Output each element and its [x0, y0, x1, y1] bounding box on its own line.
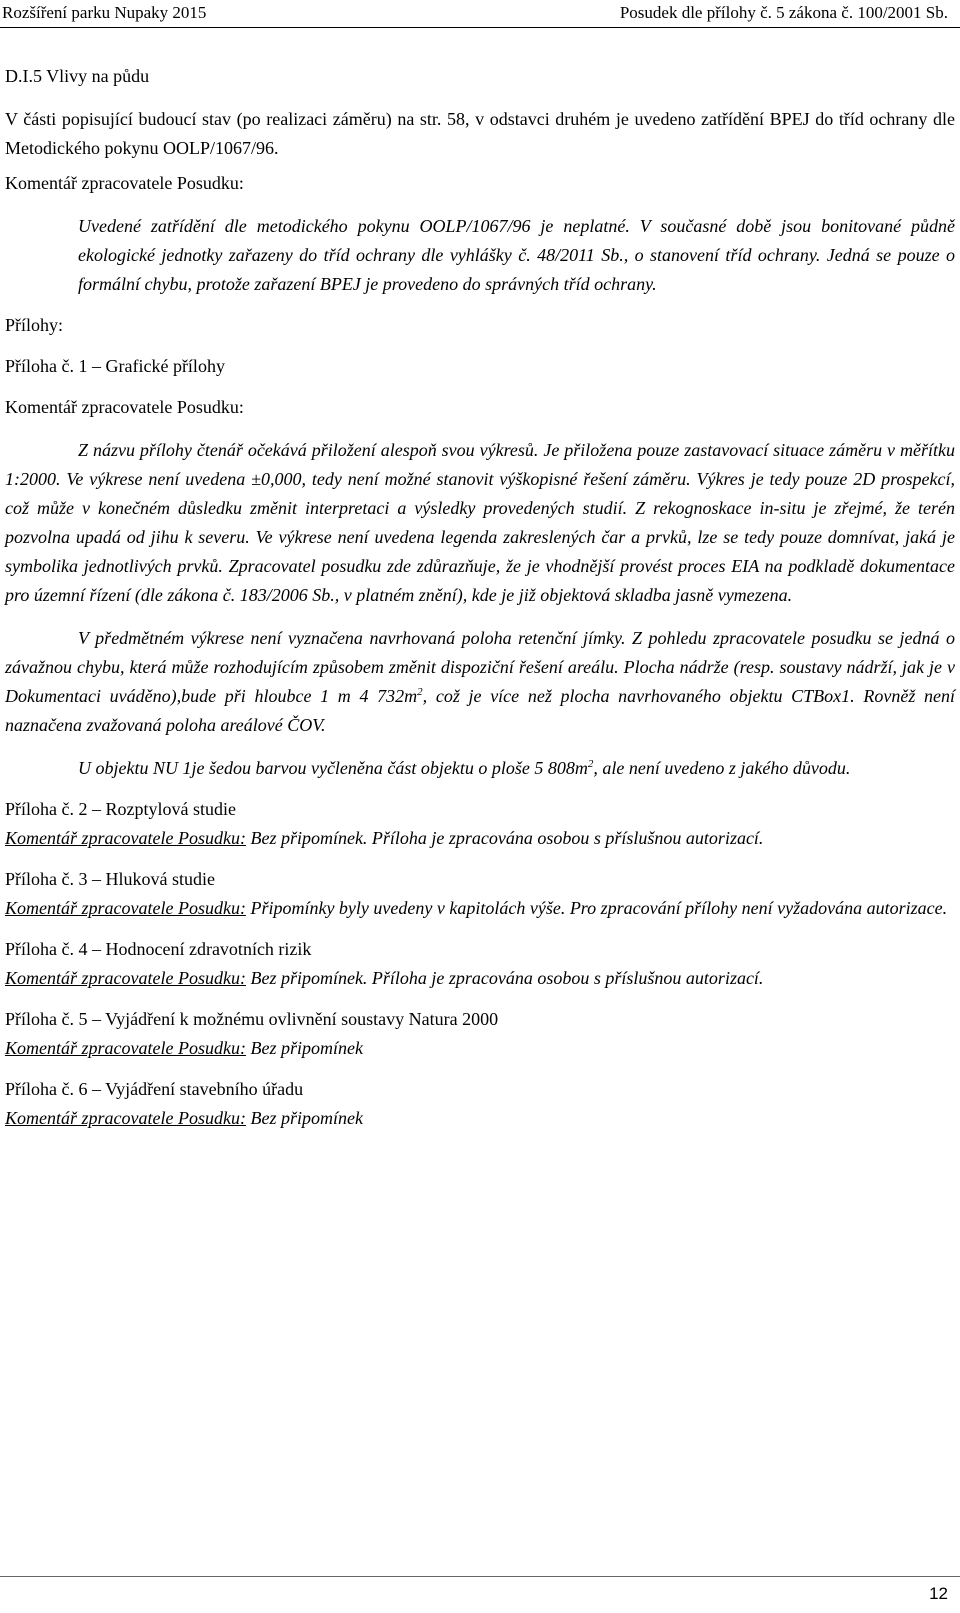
- attachment-2-comment: [5, 824, 955, 853]
- attachment-1-comment-p2: [5, 624, 955, 740]
- section-title: D.I.5 Vlivy na půdu: [5, 66, 150, 86]
- footer-rule: [0, 1576, 960, 1577]
- comment-label-2: Komentář zpracovatele Posudku:: [5, 397, 244, 417]
- attachment-1-title: Příloha č. 1 – Grafické přílohy: [5, 356, 225, 376]
- attachment-4-title: Příloha č. 4 – Hodnocení zdravotních rizik: [5, 939, 312, 959]
- header-right-title: Posudek dle přílohy č. 5 zákona č. 100/2001 Sb.: [619, 3, 948, 22]
- p3-superscript: 2: [587, 758, 594, 770]
- attachment-2-comment-text: Bez připomínek. Příloha je zpracována osobou s příslušnou autorizací.: [245, 828, 764, 848]
- attachment-6-comment-text: Bez připomínek: [245, 1108, 363, 1128]
- page-content: [5, 62, 955, 1133]
- comment-label-3: Komentář zpracovatele Posudku:: [5, 828, 246, 848]
- attachment-1-comment-p1: Z názvu přílohy čtenář očekává přiložení alespoň svou výkresů. Je přiložena pouze zastavovací situace záměru v měřítku 1:2000. Ve výkrese není uvedena ±0,000, tedy není možné stanovit výškopisné řešení záměru. Výkres je tedy pouze 2D prospekcí, což může v konečném důsledku změnit interpretaci a výsledky provedených studií. Z rekognoskace in-situ je zřejmé, že terén pozvolna upadá od jihu k severu. Ve výkrese není uvedena legenda zakreslených čar a prvků, lze se tedy pouze domnívat, jaká je symbolika jednotlivých prvků. Zpracovatel posudku zde zdůrazňuje, že je vhodnější provést proces EIA na podkladě dokumentace pro územní řízení (dle zákona č. 183/2006 Sb., v platném znění), kde je již objektová skladba jasně vymezena.: [5, 440, 955, 605]
- attachment-2-title: Příloha č. 2 – Rozptylová studie: [5, 799, 236, 819]
- p2-text-b: , což je více než plocha navrhovaného objektu CTBox1. Rovněž není naznačena zvažovaná poloha areálové ČOV.: [5, 686, 955, 735]
- attachment-4-comment: [5, 964, 955, 993]
- intro-paragraph: V části popisující budoucí stav (po realizaci záměru) na str. 58, v odstavci druhém je uvedeno zatřídění BPEJ do tříd ochrany dle Metodického pokynu OOLP/1067/96.: [5, 109, 955, 158]
- header-rule: [0, 27, 960, 28]
- attachment-3-title: Příloha č. 3 – Hluková studie: [5, 869, 215, 889]
- attachments-label: Přílohy:: [5, 315, 64, 335]
- p3-text-a: U objektu NU 1je šedou barvou vyčleněna část objektu o ploše 5 808m: [78, 758, 588, 778]
- comment-1-text: Uvedené zatřídění dle metodického pokynu OOLP/1067/96 je neplatné. V současné době jsou bonitované půdně ekologické jednotky zařazeny do tříd ochrany dle vyhlášky č. 48/2011 Sb., o stanovení tříd ochrany. Jedná se pouze o formální chybu, protože zařazení BPEJ je provedeno do správných tříd ochrany.: [78, 216, 955, 294]
- attachment-3-comment: [5, 894, 955, 923]
- p2-superscript: 2: [417, 686, 423, 698]
- attachment-4-comment-text: Bez připomínek. Příloha je zpracována osobou s příslušnou autorizací.: [245, 968, 764, 988]
- comment-label-7: Komentář zpracovatele Posudku:: [5, 1108, 246, 1128]
- comment-label-6: Komentář zpracovatele Posudku:: [5, 1038, 246, 1058]
- page-header: [0, 0, 960, 28]
- comment-label-1: Komentář zpracovatele Posudku:: [5, 173, 244, 193]
- attachment-5-comment: [5, 1034, 955, 1063]
- p2-text-a: V předmětném výkrese není vyznačena navrhovaná poloha retenční jímky. Z pohledu zpracovatele posudku se jedná o závažnou chybu, která může rozhodujícím způsobem změnit dispoziční řešení areálu. Plocha nádrže (resp. soustavy nádrží, jak je v Dokumentaci uváděno),bude při hloubce 1 m 4 732m: [5, 628, 955, 706]
- p3-text-b: , ale není uvedeno z jakého důvodu.: [593, 758, 851, 778]
- attachment-6-title: Příloha č. 6 – Vyjádření stavebního úřadu: [5, 1079, 304, 1099]
- page-number: 12: [929, 1584, 948, 1603]
- comment-label-4: Komentář zpracovatele Posudku:: [5, 898, 246, 918]
- comment-label-5: Komentář zpracovatele Posudku:: [5, 968, 246, 988]
- attachment-6-comment: [5, 1104, 955, 1133]
- attachment-1-comment-p3: [5, 754, 955, 783]
- attachment-5-title: Příloha č. 5 – Vyjádření k možnému ovlivnění soustavy Natura 2000: [5, 1009, 499, 1029]
- page-footer: [0, 1576, 960, 1613]
- header-left-title: Rozšíření parku Nupaky 2015: [2, 3, 207, 22]
- attachment-5-comment-text: Bez připomínek: [245, 1038, 363, 1058]
- attachment-3-comment-text: Připomínky byly uvedeny v kapitolách výše. Pro zpracování přílohy není vyžadována autorizace.: [245, 898, 948, 918]
